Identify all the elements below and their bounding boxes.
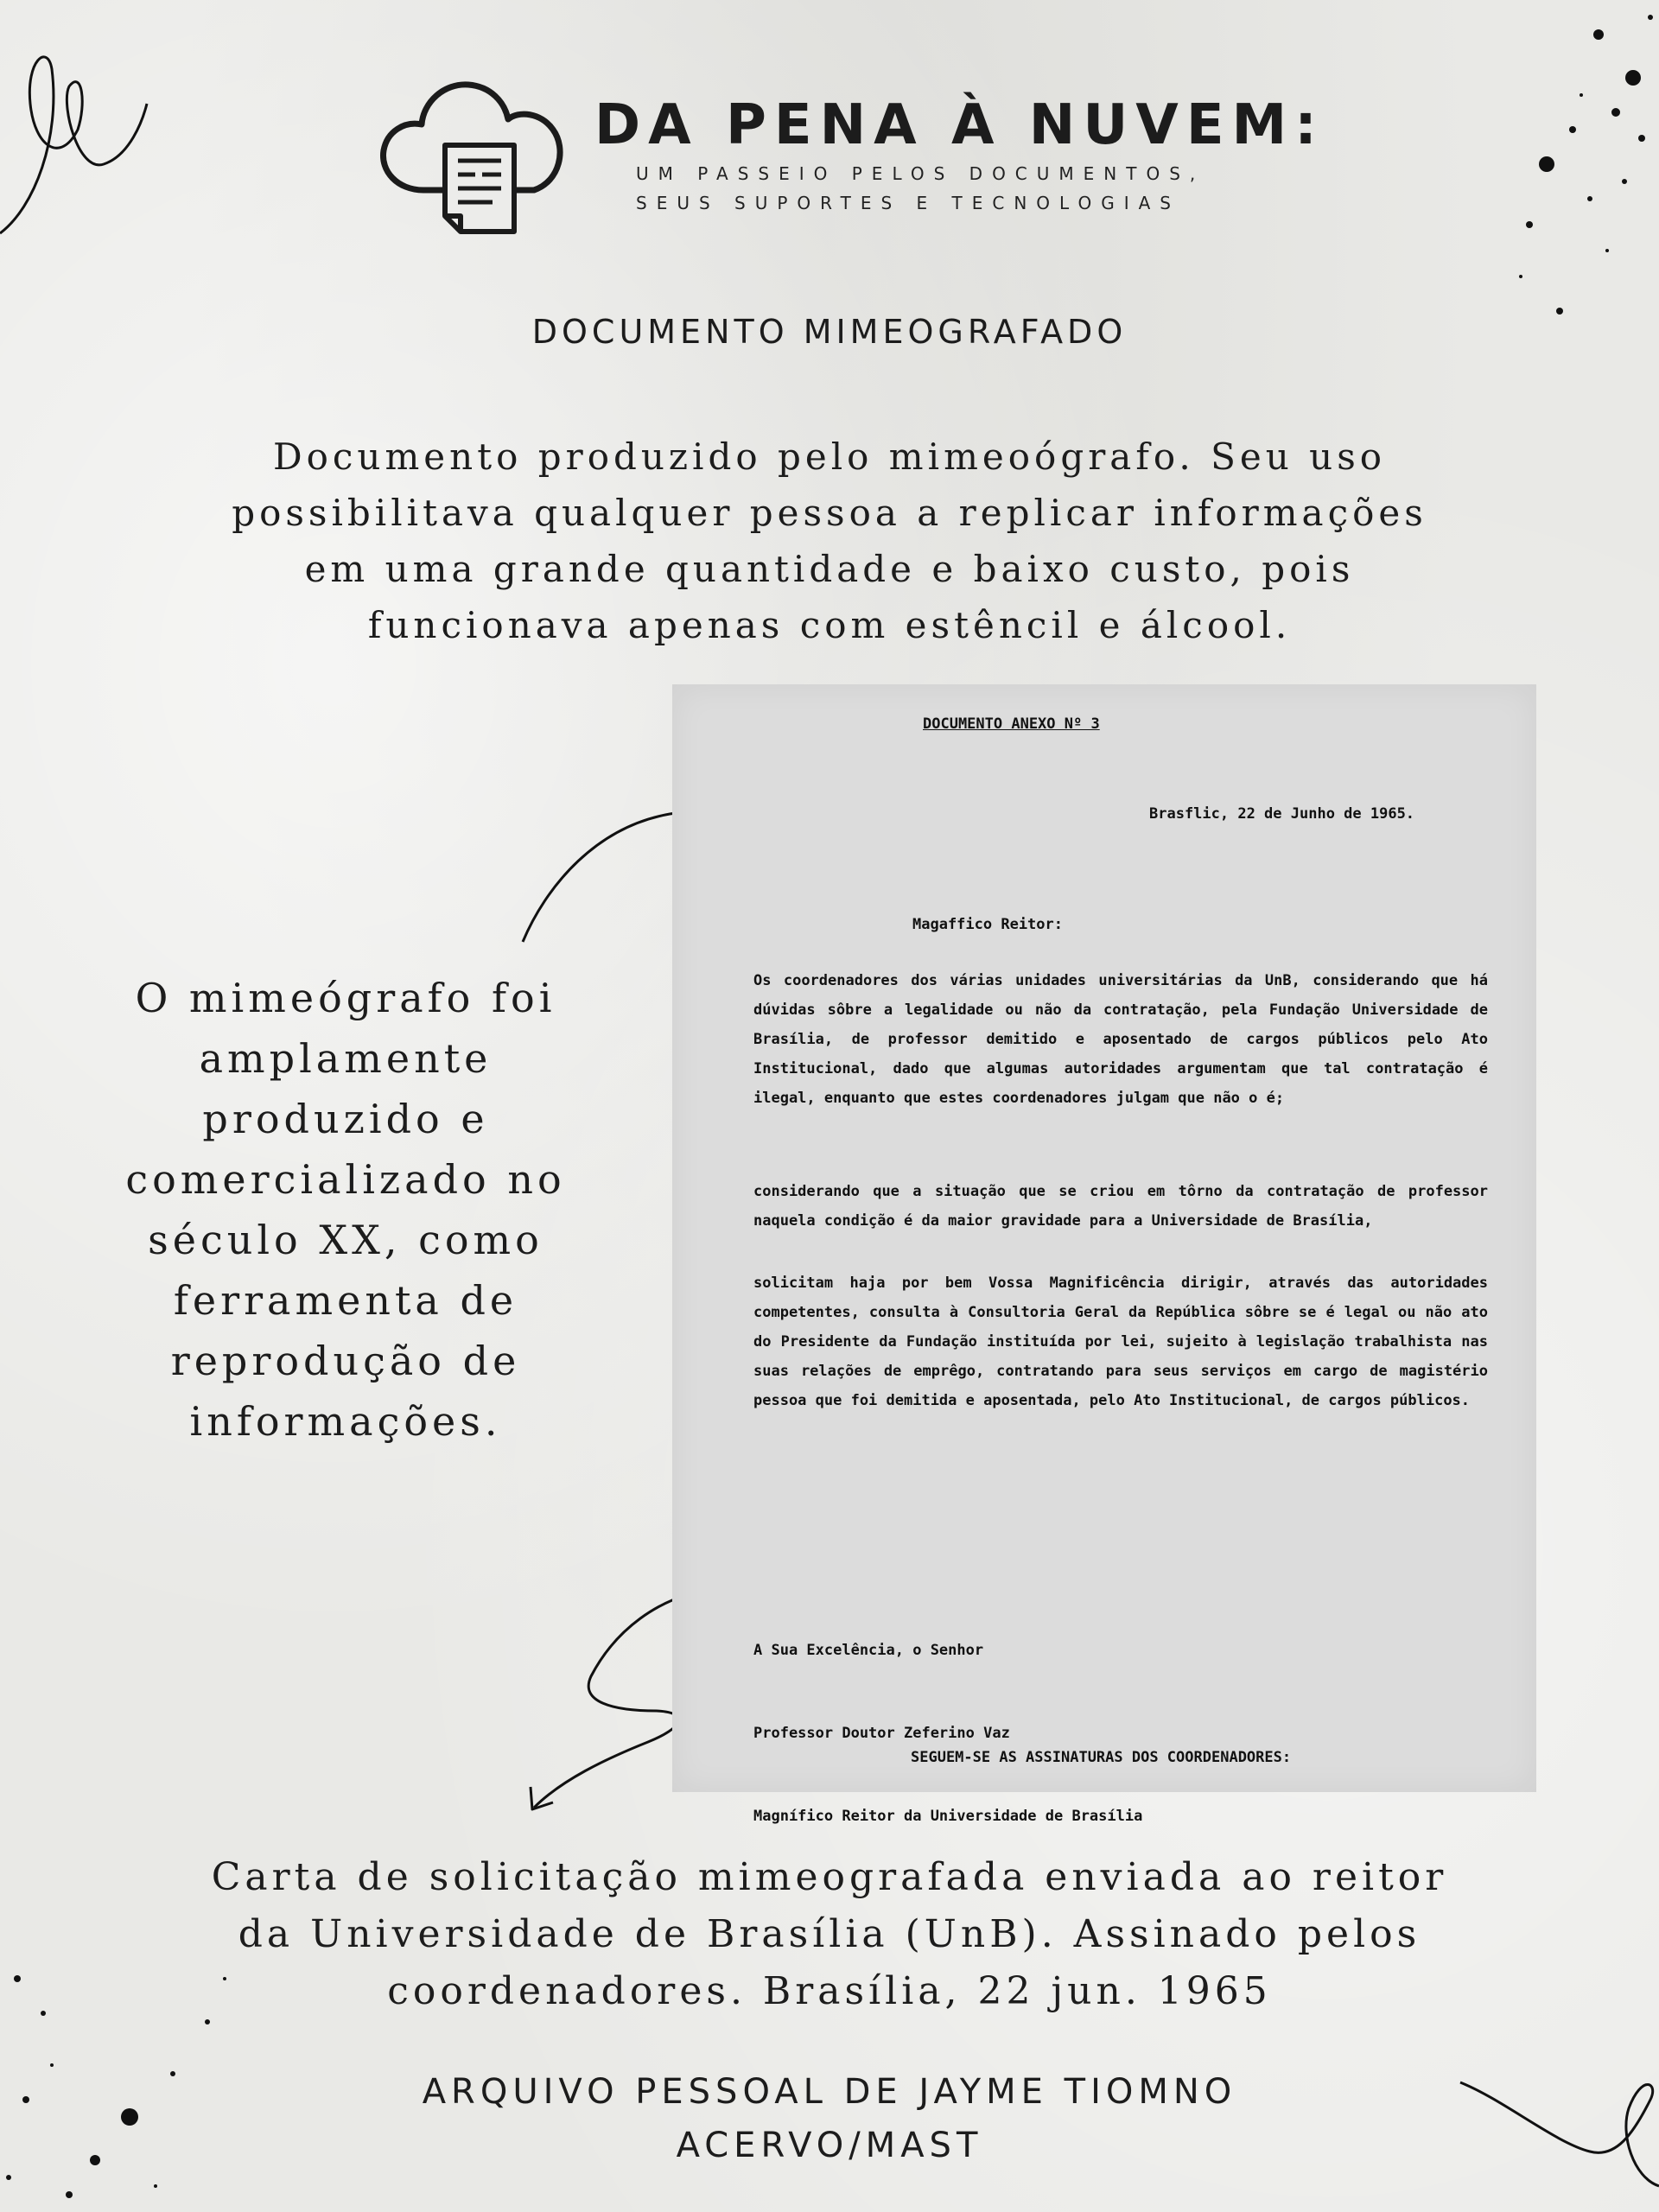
side-line: produzido e xyxy=(202,1096,489,1142)
document-date: Brasflic, 22 de Junho de 1965. xyxy=(1149,805,1415,823)
document-paragraph: solicitam haja por bem Vossa Magnificência dirigir, através das autoridades competentes, consulta à Consultoria Geral da República sôbre se é legal ou não ato do Presidente da Fundação instituída por lei, sujeito à legislação trabalhista nas suas relações de emprêgo, contratando para seus serviços em cargo de magistério pessoa que foi demitida e aposentada, pelo Ato Institucional, de cargos públicos. xyxy=(753,1274,1488,1409)
document-paragraph: Os coordenadores dos várias unidades universitárias da UnB, considerando que há dúvidas sôbre a legalidade ou não da contratação, pela Fundação Universidade de Brasília, de professor demitido e aposentado de cargos públicos pelo Ato Institucional, dado que algumas autoridades argumentam que tal contratação é ilegal, enquanto que estes coordenadores julgam que não o é; xyxy=(753,972,1488,1107)
intro-line: possibilitava qualquer pessoa a replicar informações xyxy=(232,492,1427,534)
side-line: ferramenta de xyxy=(173,1277,518,1324)
caption-line: da Universidade de Brasília (UnB). Assinado pelos xyxy=(238,1912,1421,1956)
credit-line: ACERVO/MAST xyxy=(676,2126,983,2165)
subtitle-line: UM PASSEIO PELOS DOCUMENTOS, xyxy=(636,163,1205,184)
page-title: DA PENA À NUVEM: xyxy=(594,93,1325,157)
document-paragraph: considerando que a situação que se criou em tôrno da contratação de professor naquela condição é da maior gravidade para a Universidade de Brasília, xyxy=(753,1183,1488,1230)
address-line: Professor Doutor Zeferino Vaz xyxy=(753,1725,1010,1742)
scribble-decoration-top-left xyxy=(0,35,156,259)
side-line: século XX, como xyxy=(148,1217,543,1263)
caption-line: Carta de solicitação mimeografada enviada ao reitor xyxy=(211,1855,1448,1899)
subtitle-line: SEUS SUPORTES E TECNOLOGIAS xyxy=(636,193,1180,213)
intro-line: Documento produzido pelo mimeoógrafo. Seu uso xyxy=(272,435,1387,478)
side-line: reprodução de xyxy=(170,1338,521,1384)
credit-line: ARQUIVO PESSOAL DE JAYME TIOMNO xyxy=(422,2072,1237,2112)
cloud-document-icon xyxy=(372,69,588,233)
page-subtitle xyxy=(636,159,1205,218)
section-heading: DOCUMENTO MIMEOGRAFADO xyxy=(531,313,1128,351)
mimeographed-document-image xyxy=(672,684,1536,1825)
address-line: A Sua Excelência, o Senhor xyxy=(753,1642,984,1659)
caption-line: coordenadores. Brasília, 22 jun. 1965 xyxy=(387,1969,1272,2013)
side-line: informações. xyxy=(189,1398,502,1445)
document-address xyxy=(753,1581,1142,1885)
image-caption xyxy=(130,1849,1529,2020)
source-credit xyxy=(0,2065,1659,2172)
document-salutation: Magaffico Reitor: xyxy=(912,916,1063,933)
side-description xyxy=(95,968,596,1452)
intro-paragraph xyxy=(130,429,1529,653)
side-line: comercializado no xyxy=(125,1156,566,1203)
intro-line: em uma grande quantidade e baixo custo, pois xyxy=(304,548,1355,590)
document-title: DOCUMENTO ANEXO Nº 3 xyxy=(923,715,1100,733)
side-line: amplamente xyxy=(199,1035,493,1082)
side-line: O mimeógrafo foi xyxy=(135,975,556,1021)
address-line: Magnífico Reitor da Universidade de Brasília xyxy=(753,1808,1143,1825)
ink-splatter-top-right xyxy=(1469,0,1659,328)
intro-line: funcionava apenas com estêncil e álcool. xyxy=(367,604,1292,646)
document-signatures-note: SEGUEM-SE AS ASSINATURAS DOS COORDENADORES: xyxy=(911,1749,1292,1766)
